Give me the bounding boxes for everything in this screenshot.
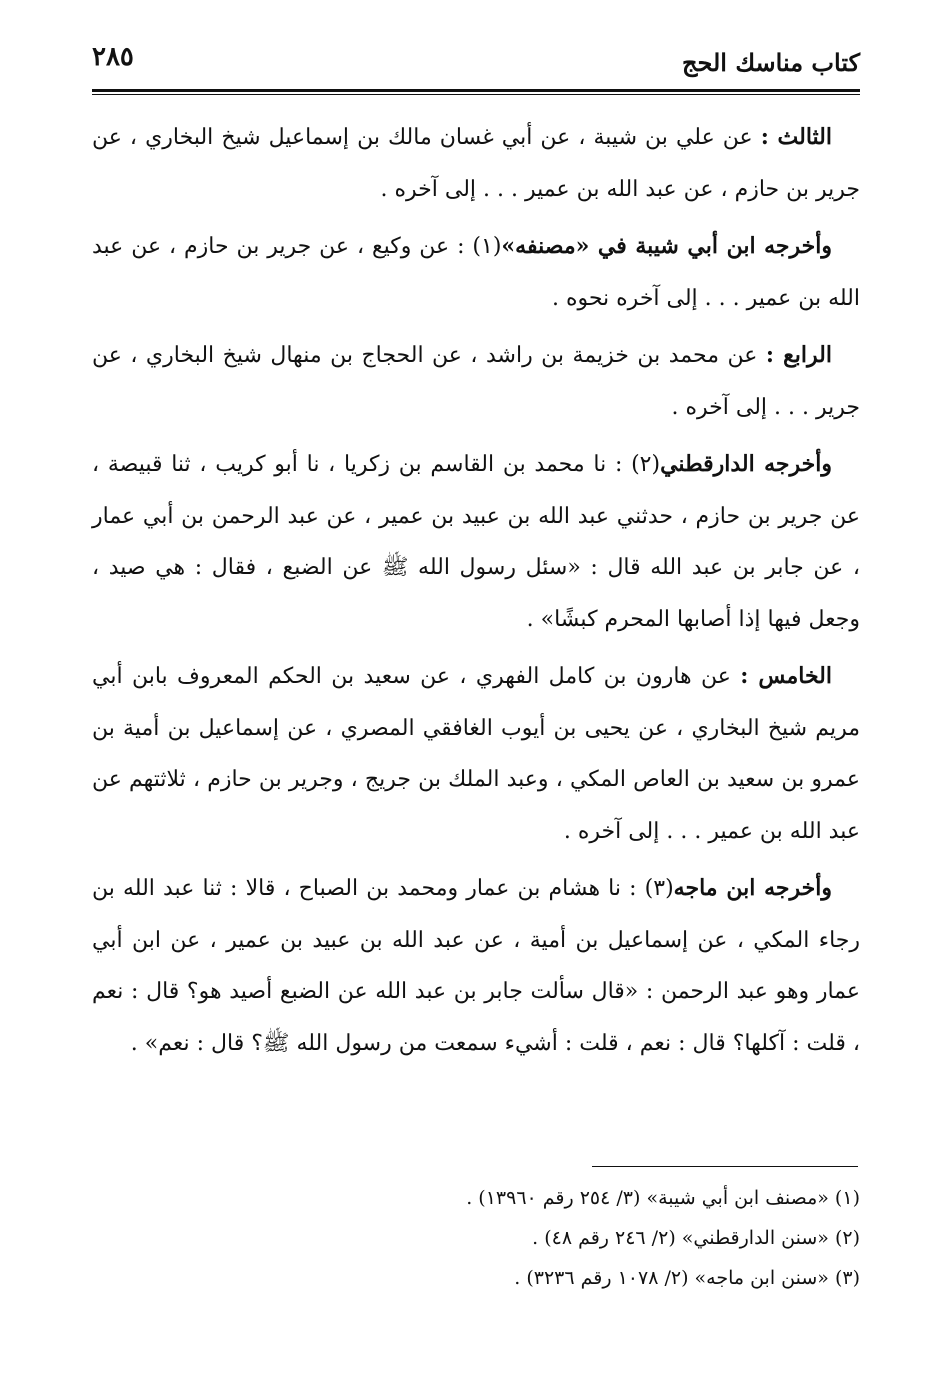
paragraph-lead: الرابع : <box>765 342 832 368</box>
header-rule-thin <box>92 94 860 95</box>
paragraph <box>92 651 860 857</box>
paragraph <box>92 863 860 1069</box>
paragraph-text: (٣) : نا هشام بن عمار ومحمد بن الصباح ، قالا : ثنا عبد الله بن رجاء المكي ، عن إسماعيل بن أمية ، عن عبد الله بن عبيد بن عمير ، عن ابن أبي عمار وهو عبد الرحمن : «قال سألت جابر بن عبد الله عن الضبع أصيد هو؟ قال : نعم ، قلت : آكلها؟ قال : نعم ، قلت : أشيء سمعت من رسول الله ﷺ؟ قال : نعم» . <box>92 876 860 1056</box>
paragraph <box>92 439 860 645</box>
footnote: (٣) «سنن ابن ماجه» (٢/ ١٠٧٨ رقم ٣٢٣٦) . <box>514 1267 860 1289</box>
paragraph-lead: وأخرجه ابن ماجه <box>673 875 832 901</box>
paragraph-text: (١) : عن وكيع ، عن جرير بن حازم ، عن عبد الله بن عمير . . . إلى آخره نحوه . <box>92 234 860 311</box>
footnote-separator <box>592 1166 858 1167</box>
paragraph-text: عن هارون بن كامل الفهري ، عن سعيد بن الحكم المعروف بابن أبي مريم شيخ البخاري ، عن يحيى بن أيوب الغافقي المصري ، عن إسماعيل بن أمية بن عمرو بن سعيد بن العاص المكي ، وعبد الملك بن جريج ، وجرير بن حازم ، ثلاثتهم عن عبد الله بن عمير . . . إلى آخره . <box>92 664 860 844</box>
paragraph <box>92 112 860 215</box>
running-title: كتاب مناسك الحج <box>682 48 860 77</box>
page-header <box>92 40 860 88</box>
main-text <box>92 112 860 1075</box>
paragraph <box>92 221 860 324</box>
page-number: ٢٨٥ <box>92 42 134 72</box>
footnotes <box>92 1178 860 1298</box>
footnote: (٢) «سنن الدارقطني» (٢/ ٢٤٦ رقم ٤٨) . <box>532 1227 860 1249</box>
header-rule <box>92 89 860 92</box>
paragraph-lead: الخامس : <box>740 663 832 689</box>
paragraph-lead: الثالث : <box>760 124 832 150</box>
paragraph-text: عن علي بن شيبة ، عن أبي غسان مالك بن إسماعيل شيخ البخاري ، عن جرير بن حازم ، عن عبد الله بن عمير . . . إلى آخره . <box>92 125 860 202</box>
paragraph-lead: وأخرجه ابن أبي شيبة في «مصنفه» <box>501 233 833 259</box>
footnote: (١) «مصنف ابن أبي شيبة» (٣/ ٢٥٤ رقم ١٣٩٦٠) . <box>466 1187 860 1209</box>
paragraph-lead: وأخرجه الدارقطني <box>660 451 832 477</box>
paragraph <box>92 330 860 433</box>
paragraph-text: عن محمد بن خزيمة بن راشد ، عن الحجاج بن منهال شيخ البخاري ، عن جرير . . . إلى آخره . <box>92 343 860 420</box>
paragraph-text: (٢) : نا محمد بن القاسم بن زكريا ، نا أبو كريب ، ثنا قبيصة ، عن جرير بن حازم ، حدثني عبد الله بن عبيد بن عمير ، عن عبد الرحمن بن أبي عمار ، عن جابر بن عبد الله قال : «سئل رسول الله ﷺ عن الضبع ، فقال : هي صيد ، وجعل فيها إذا أصابها المحرم كبشًا» . <box>92 452 860 632</box>
